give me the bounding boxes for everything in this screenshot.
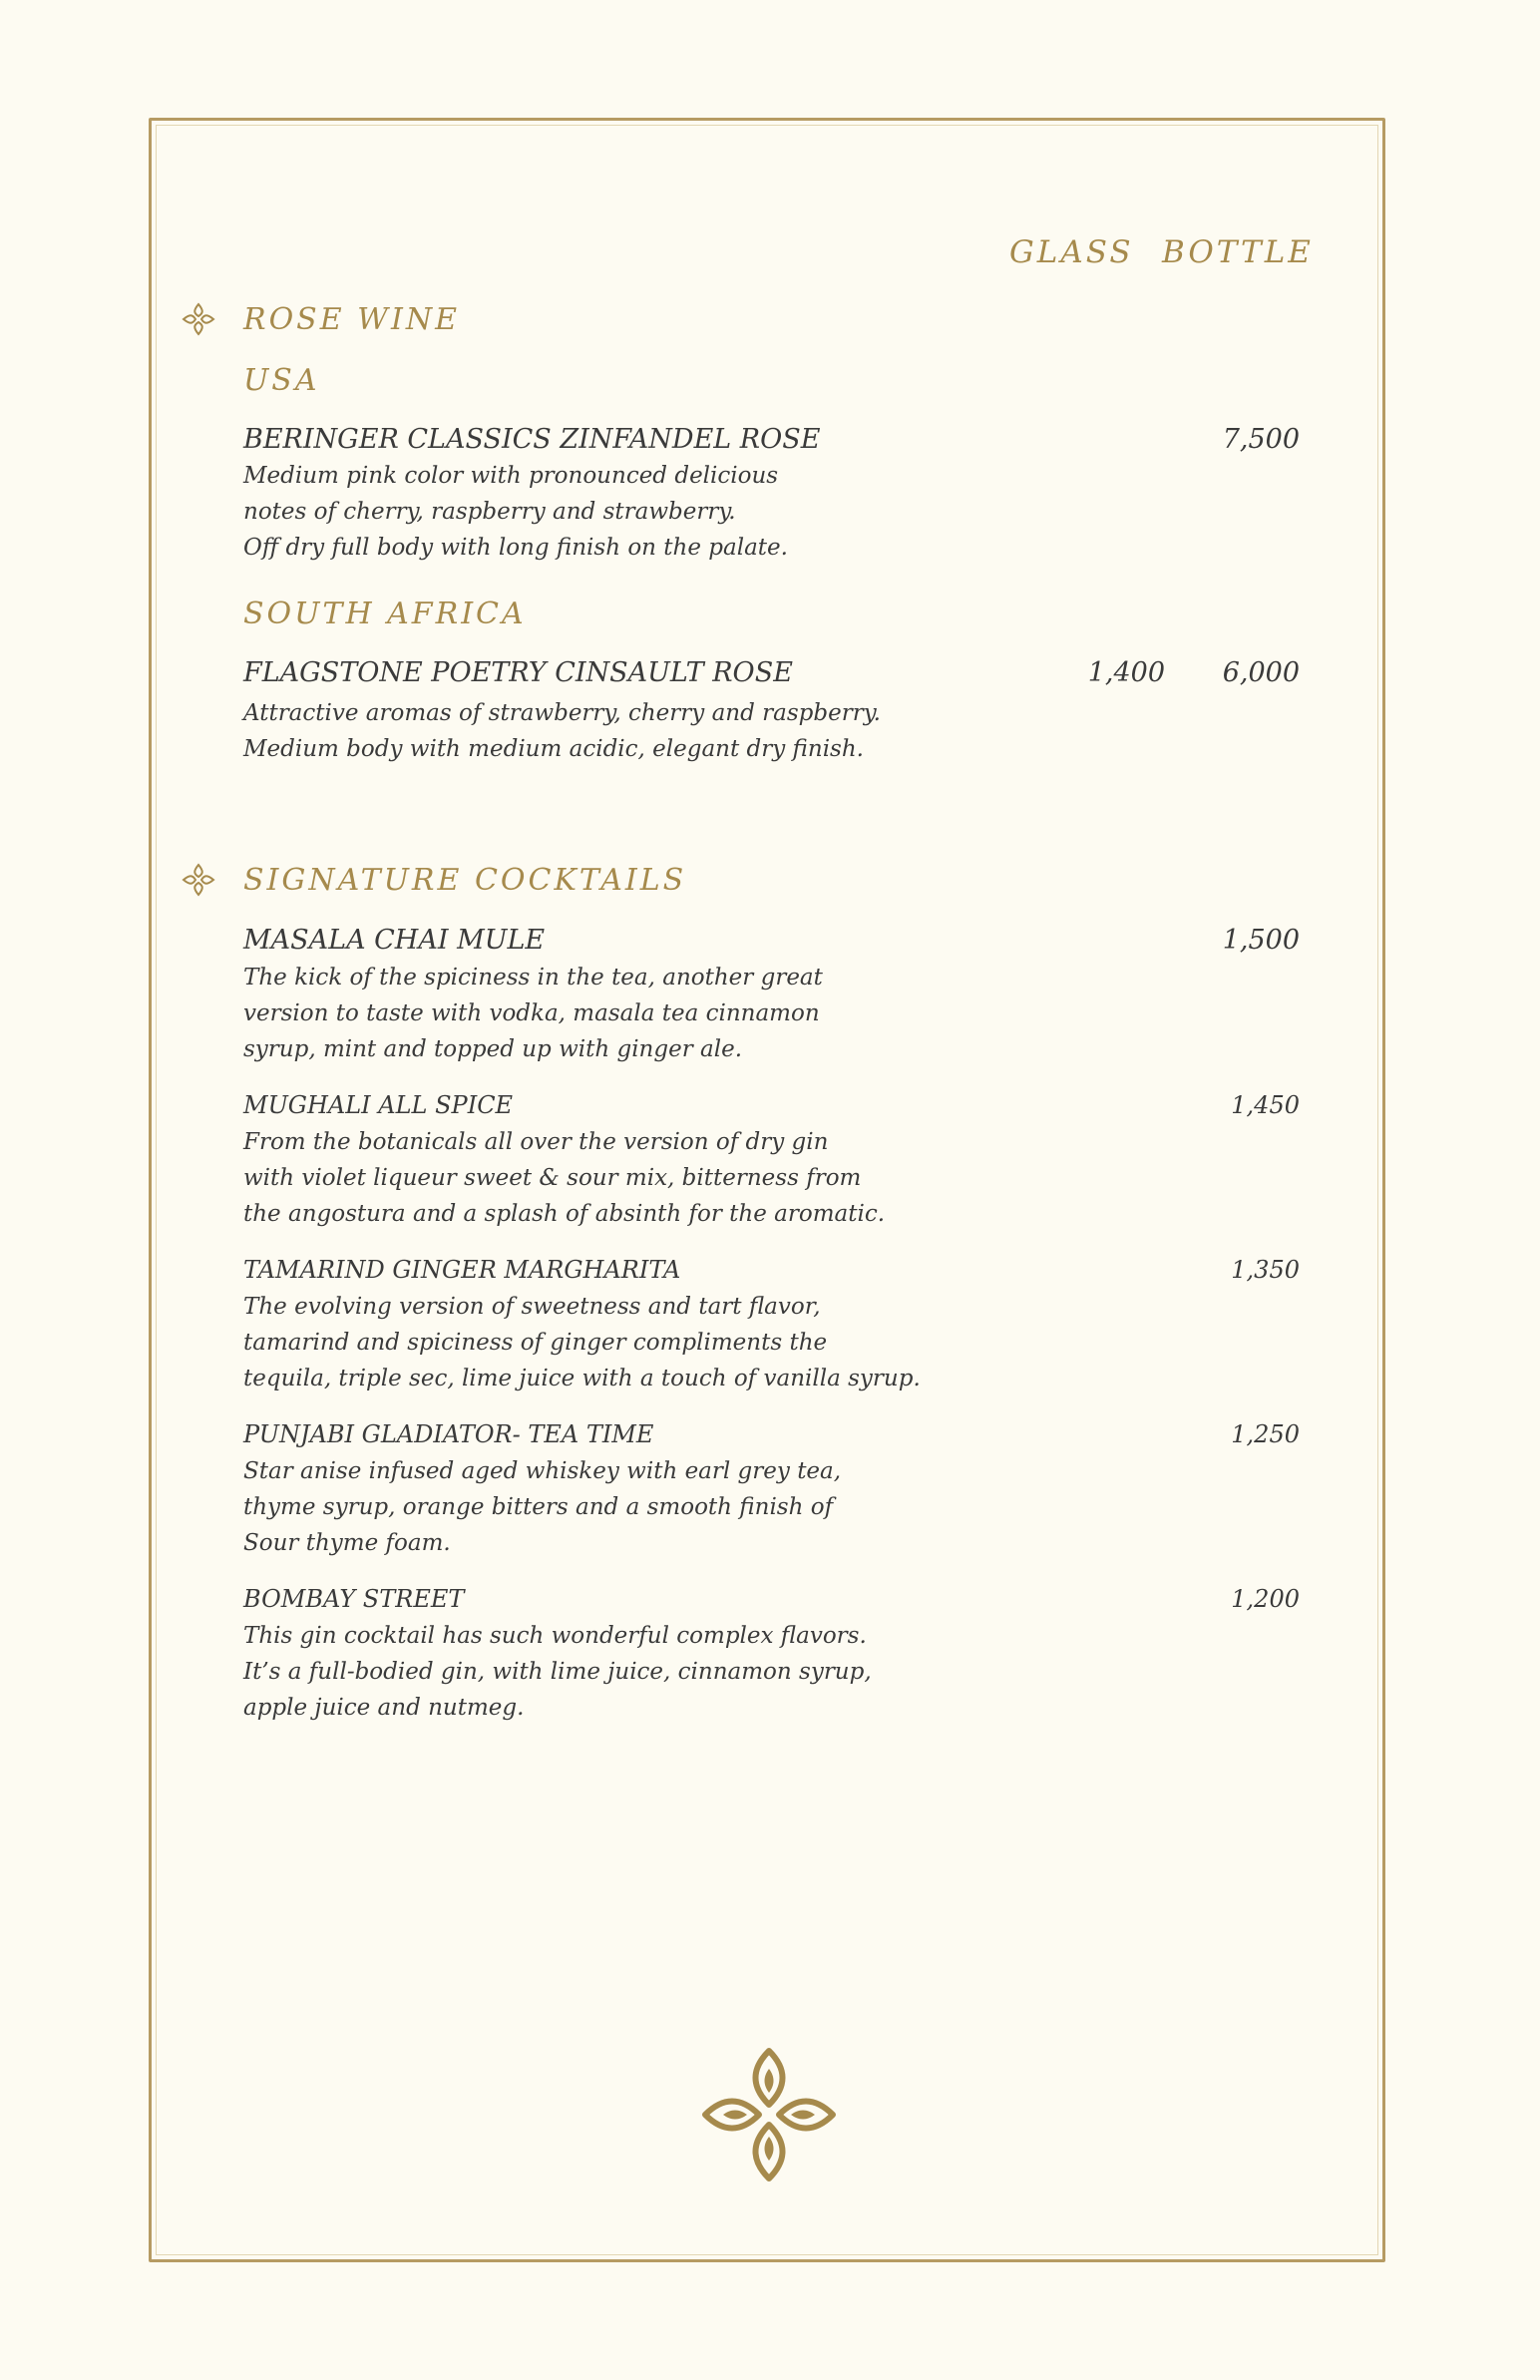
menu-item-description: Attractive aromas of strawberry, cherry and raspberry. Medium body with medium acidic, elegant dry finish. [243,700,881,762]
section-title-signature-cocktails: SIGNATURE COCKTAILS [243,863,687,898]
menu-item-name: PUNJABI GLADIATOR- TEA TIME [243,1420,654,1448]
region-usa: USA [243,363,320,398]
price: 1,450 [1231,1091,1300,1119]
price-bottle: 7,500 [1222,424,1300,455]
menu-item-name: FLAGSTONE POETRY CINSAULT ROSE [243,657,793,688]
region-south-africa: SOUTH AFRICA [243,596,527,631]
menu-item-name: MUGHALI ALL SPICE [243,1091,514,1119]
menu-item-description: Medium pink color with pronounced delicious notes of cherry, raspberry and strawberry. Off dry full body with long finish on the palate. [243,463,788,561]
menu-item-description: The kick of the spiciness in the tea, another great version to taste with vodka, masala tea cinnamon syrup, mint and topped up with ginger ale. [243,965,823,1062]
menu-item-name: BERINGER CLASSICS ZINFANDEL ROSE [243,424,821,455]
price: 1,200 [1231,1585,1300,1613]
floral-emblem-icon [701,2047,837,2182]
section-title-rose-wine: ROSE WINE [243,302,461,337]
menu-item-name: TAMARIND GINGER MARGHARITA [243,1256,681,1284]
menu-item-description: This gin cocktail has such wonderful complex flavors. It’s a full-bodied gin, with lime juice, cinnamon syrup, apple juice and nutmeg. [243,1623,872,1721]
menu-item-name: MASALA CHAI MULE [243,925,546,956]
price: 1,350 [1231,1256,1300,1284]
column-header-bottle: BOTTLE [1162,234,1314,270]
menu-item-description: Star anise infused aged whiskey with earl grey tea, thyme syrup, orange bitters and a smooth finish of Sour thyme foam. [243,1458,842,1556]
price: 1,500 [1222,925,1300,956]
menu-item-name: BOMBAY STREET [243,1585,465,1613]
ornament-icon [181,301,216,337]
ornament-icon [181,862,216,898]
menu-item-description: From the botanicals all over the version of dry gin with violet liqueur sweet & sour mix, bitterness from the angostura and a splash of absinth for the aromatic. [243,1129,886,1227]
menu-item-description: The evolving version of sweetness and tart flavor, tamarind and spiciness of ginger compliments the tequila, triple sec, lime juice with a touch of vanilla syrup. [243,1294,921,1391]
price-glass: 1,400 [1087,657,1165,688]
column-header-glass: GLASS [1009,234,1134,270]
price: 1,250 [1231,1420,1300,1448]
price-bottle: 6,000 [1222,657,1300,688]
